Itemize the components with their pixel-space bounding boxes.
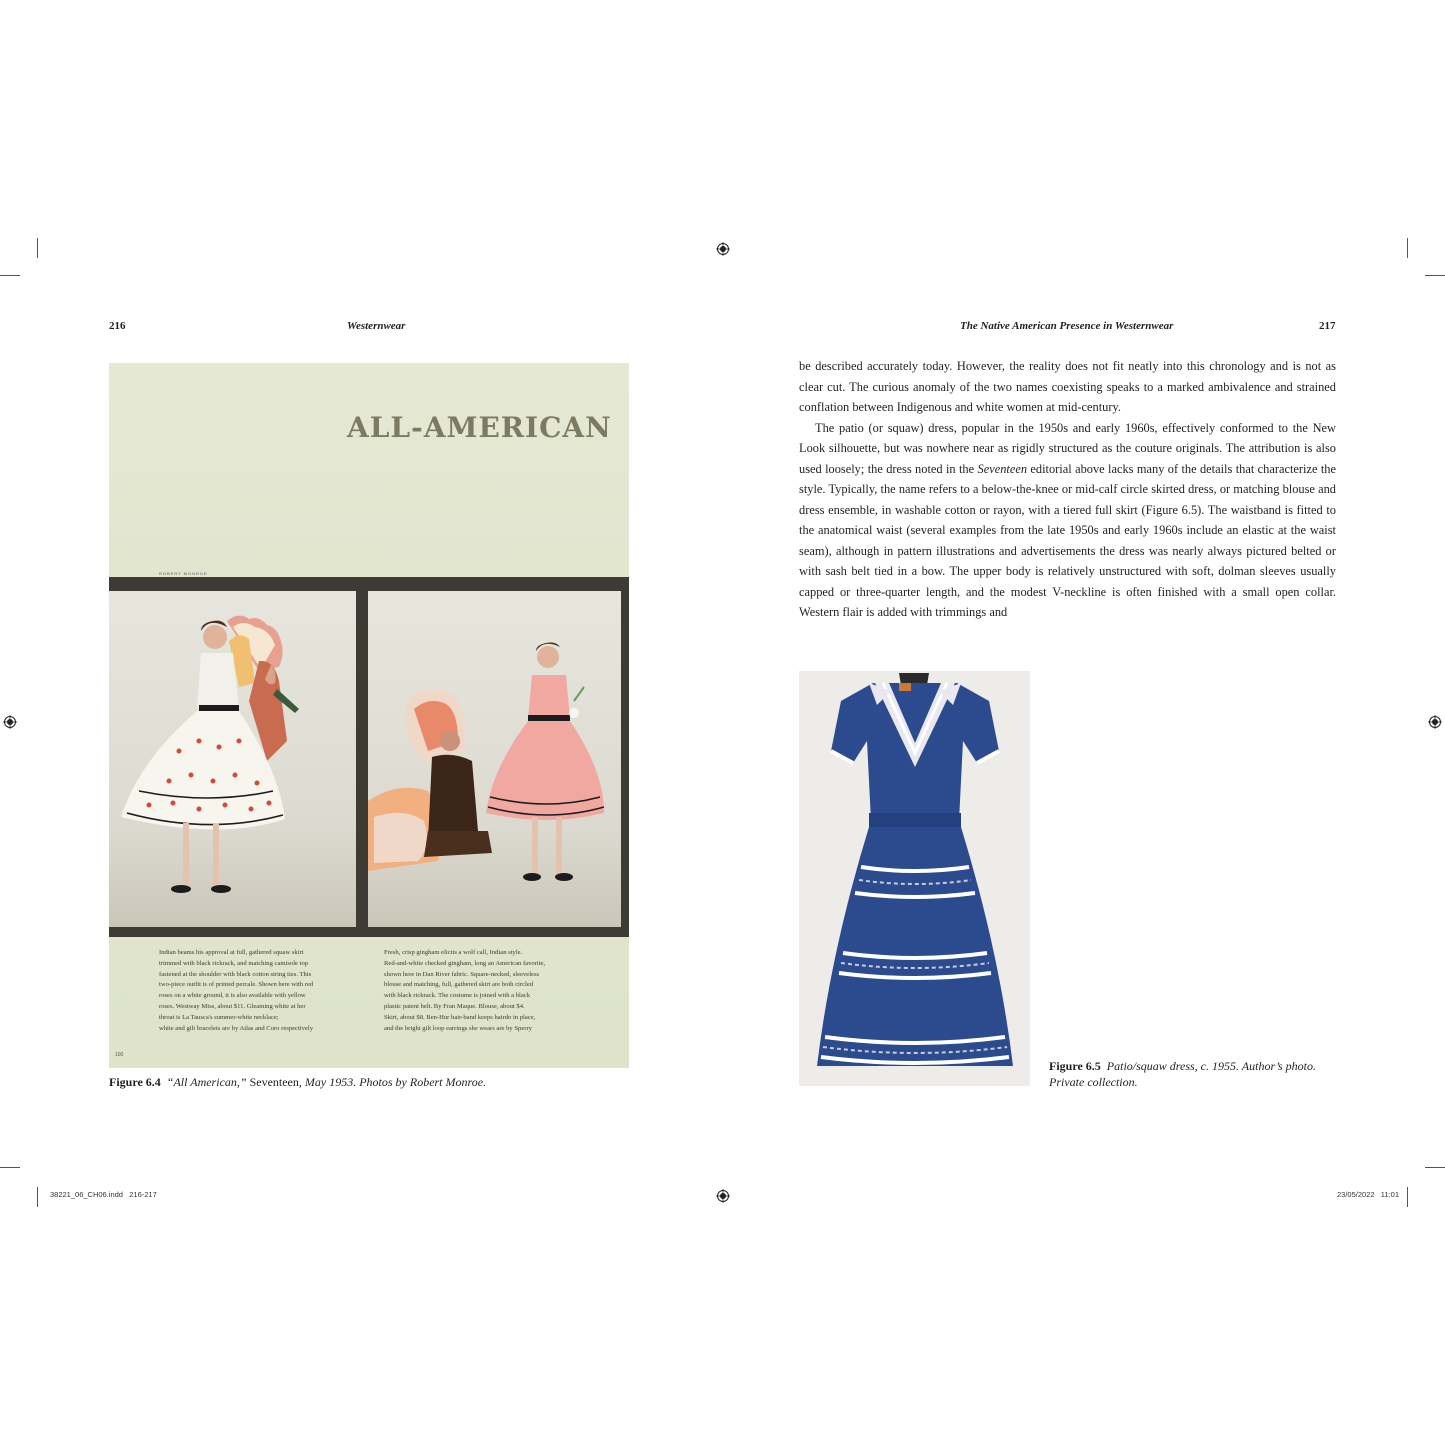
left-page-number: 216 [109,320,126,332]
paragraph: be described accurately today. However, the reality does not fit neatly into this chronology and is not as clear cut. The curious anomaly of the two names coexisting speaks to a marked ambivalence and strained conflation between Indigenous and white women at mid-century. [799,359,1336,414]
crop-mark [37,1187,38,1207]
figure-6-4-caption [109,1075,629,1091]
magazine-photo-left [109,591,356,927]
magazine-page-image [109,363,629,1068]
slug-date: 23/05/2022 11:01 [1337,1190,1399,1199]
emphasis: Seventeen [977,461,1028,476]
registration-mark-icon [716,242,730,256]
registration-mark-icon [3,715,17,729]
left-running-head: Westernwear [347,320,406,332]
magazine-photo-credit: ROBERT MONROE [159,571,208,576]
crop-mark [0,275,20,276]
crop-mark [1407,1187,1408,1207]
crop-mark [1425,1167,1445,1168]
crop-mark [37,238,38,258]
registration-mark-icon [1428,715,1442,729]
magazine-title: ALL-AMERICAN [347,411,612,444]
slug-file-name: 38221_06_CH06.indd 216-217 [50,1190,157,1199]
dress-photo [799,671,1030,1086]
crop-mark [1425,275,1445,276]
magazine-caption-left: Indian beams his approval at full, gathered squaw skirt trimmed with black rickrack, and matching camisole top fastened at the shoulder with black cotton string ties. This two-piece outfit is of printed percale. Shown here with red roses on a white ground, it is also available with yellow roses. Westway Miss, about $11. Gleaming white at her throat is La Tausca's summer-white necklace; white and gilt bracelets are by Atlas and Coro respectively [159,949,314,1032]
figure-label: Figure 6.4 [109,1075,161,1089]
figure-source: Seventeen, [249,1075,302,1089]
crop-mark [1407,238,1408,258]
paragraph: The patio (or squaw) dress, popular in the 1950s and early 1960s, effectively conformed to the New Look silhouette, but was nowhere near as rigidly structured as the couture originals. The attribution is also used loosely; the dress noted in the Seventeen editorial above lacks many of the details that characterize the style. Typically, the name refers to a below-the-knee or mid-calf circle skirted dress, or matching blouse and dress ensemble, in washable cotton or rayon, with a tiered full skirt (Figure 6.5). The waistband is fitted to the anatomical waist (several examples from the late 1950s and early 1960s include an elastic at the waist seam), although in pattern illustrations and advertisements the dress was nearly always pictured belted or with sash belt tied in a bow. The upper body is relatively unstructured with soft, dolman sleeves usually capped or three-quarter length, and the modest V-neckline is often finished with a small open collar. Western flair is added with trimmings and [799,420,1337,619]
magazine-photo-right [368,591,621,927]
right-page-number: 217 [1319,320,1336,332]
registration-mark-icon [716,1189,730,1203]
magazine-caption-right: Fresh, crisp gingham elicits a wolf call, Indian style. Red-and-white checked gingham, long an American favorite, shown here in Dan River fabric. Square-necked, sleeveless blouse and matching, full, gathered skirt are both circled with black rickrack. The costume is joined with a black plastic patent belt. By Fran Maque. Blouse, about $4. Skirt, about $8. Ben-Hur hair-band keeps hairdo in place, and the bright gilt loop earrings she wears are by Sperry [384,949,546,1032]
figure-title: “All American,” [166,1075,247,1089]
magazine-page-number: 100 [115,1052,124,1058]
figure-6-5-caption [1049,1059,1339,1090]
body-text [799,356,1336,623]
right-running-head: The Native American Presence in Westernwear [960,320,1174,332]
figure-text: Patio/squaw dress, c. 1955. Author’s photo. Private collection. [1049,1059,1317,1089]
figure-credit: May 1953. Photos by Robert Monroe. [304,1075,487,1089]
figure-label: Figure 6.5 [1049,1059,1101,1073]
crop-mark [0,1167,20,1168]
